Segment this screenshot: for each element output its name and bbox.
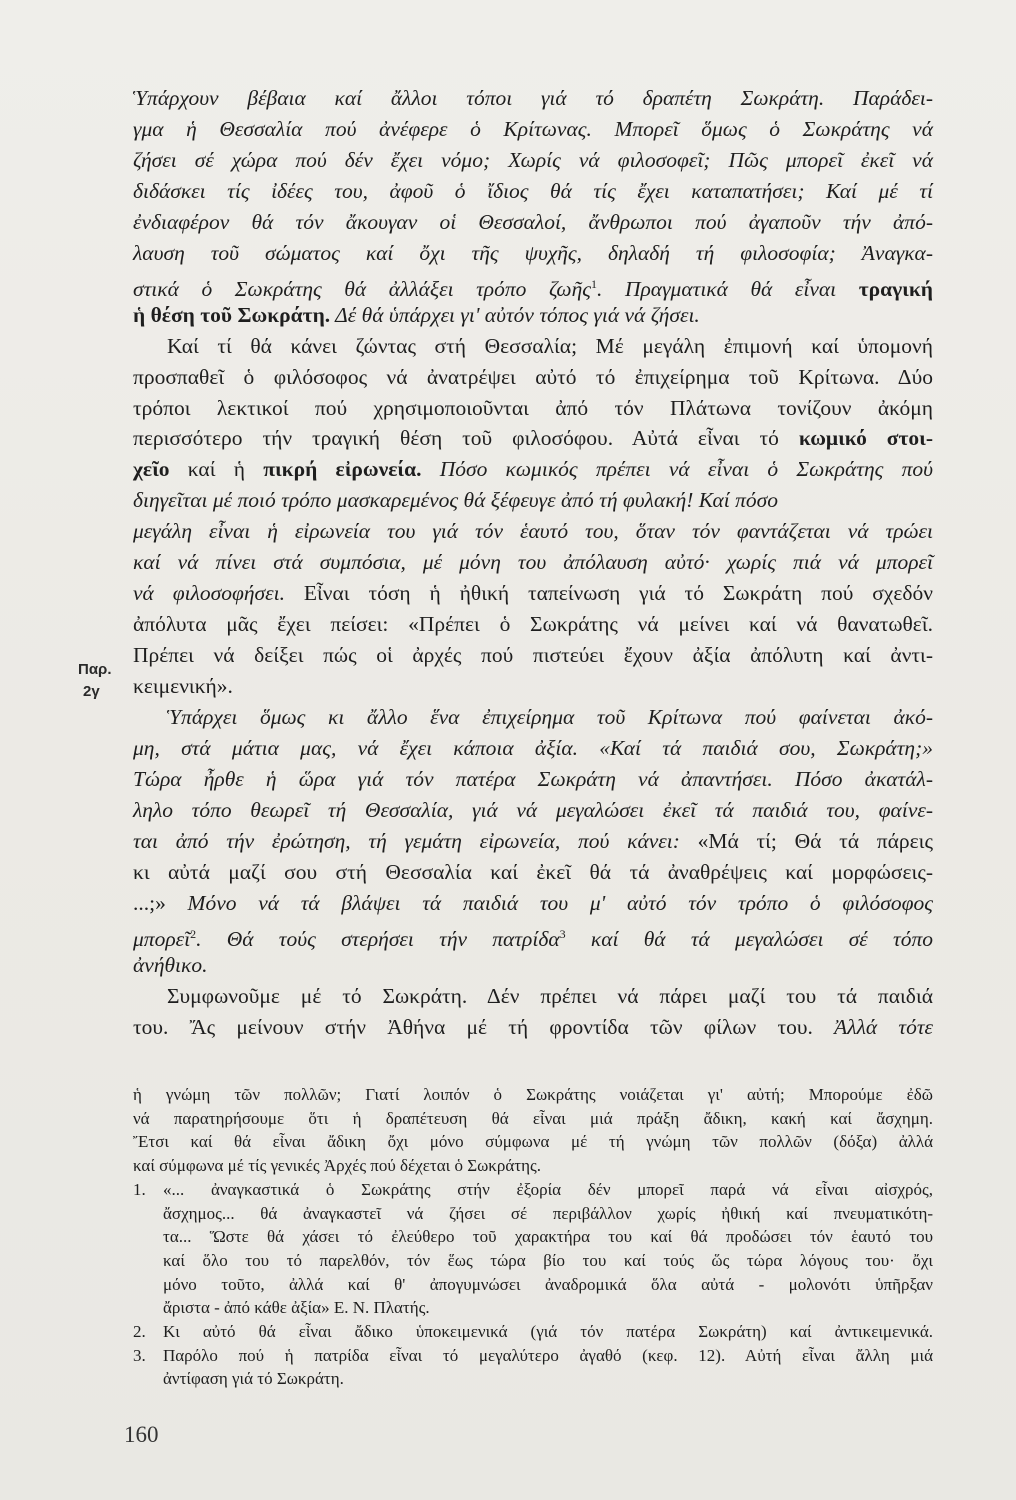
text-segment: Συμφωνοῦμε μέ τό Σωκράτη. Δέν πρέπει νά πάρει μαζί του τά παιδιά (167, 983, 933, 1008)
body-line (133, 176, 933, 206)
text-segment: καί θά τά μεγαλώσει σέ τόπο (565, 926, 933, 951)
text-segment: περισσότερο τήν τραγική θέση τοῦ φιλοσόφου. Αὐτά εἶναι τό (133, 426, 799, 451)
body-line (133, 547, 933, 577)
footnote-line: Ἔτσι καί θά εἶναι ἄδικη ὄχι μόνο σύμφωνα μέ τή γνώμη τῶν πολλῶν (δόξα) ἀλλά (133, 1132, 933, 1152)
body-line (133, 578, 933, 608)
footnote-line: καί σύμφωνα μέ τίς γενικές Ἀρχές πού δέχεται ὁ Σωκράτης. (133, 1156, 541, 1176)
body-line (133, 795, 933, 825)
text-segment: ται ἀπό τήν ἐρώτηση, τή γεμάτη εἰρωνεία, πού κάνει: (133, 828, 680, 853)
body-line (133, 331, 933, 361)
body-line (133, 83, 933, 113)
text-segment: καί ἡ (169, 457, 264, 482)
footnote-number: 3. (133, 1345, 146, 1365)
text-segment: προσπαθεῖ ὁ φιλόσοφος νά ἀνατρέψει αὐτό τό ἐπιχείρημα τοῦ Κρίτωνα. Δύο (133, 364, 933, 389)
text-segment: ἀπόλυτα μᾶς ἔχει πείσει: «Πρέπει ὁ Σωκράτης νά μείνει καί νά θανατωθεῖ. (133, 612, 933, 637)
text-segment: Καί τί θά κάνει ζώντας στή Θεσσαλία; Μέ μεγάλη ἐπιμονή καί ὑπομονή (167, 333, 933, 358)
footnote-line: ἀντίφαση γιά τό Σωκράτη. (163, 1369, 344, 1389)
text-segment: κωμικό στοι- (798, 426, 933, 451)
body-line (133, 826, 933, 856)
text-segment: κι αὐτά μαζί σου στή Θεσσαλία καί ἐκεῖ θά τά ἀναθρέψεις καί μορφώσεις- (133, 859, 933, 884)
body-line (133, 640, 933, 670)
text-segment: . Πραγματικά θά εἶναι (597, 276, 859, 301)
text-segment: στικά ὁ Σωκράτης θά ἀλλάξει τρόπο ζωῆς (133, 276, 591, 301)
text-segment: μεγάλη εἶναι ἡ εἰρωνεία του γιά τόν ἑαυτό του, ὅταν τόν φαντάζεται νά τρώει (133, 519, 933, 544)
text-segment: ἀνήθικο. (133, 952, 208, 977)
footnote-line: «... ἀναγκαστικά ὁ Σωκράτης στήν ἐξορία δέν μπορεῖ παρά νά εἶναι αἰσχρός, (163, 1179, 933, 1199)
footnote-line: ἡ γνώμη τῶν πολλῶν; Γιατί λοιπόν ὁ Σωκράτης νοιάζεται γι' αὐτή; Μπορούμε ἐδῶ (133, 1085, 933, 1104)
body-line (133, 609, 933, 639)
text-segment: Πρέπει νά δείξει πώς οἱ ἀρχές πού πιστεύει ἔχουν ἀξία ἀπόλυτη καί ἀντι- (133, 643, 933, 668)
text-segment: Μόνο νά τά βλάψει τά παιδιά του μ' αὐτό τόν τρόπο ὁ φιλόσοφος (165, 890, 933, 915)
text-segment: Ὑπάρχουν βέβαια καί ἄλλοι τόποι γιά τό δραπέτη Σωκράτη. Παράδει- (133, 86, 933, 110)
body-line (133, 207, 933, 237)
text-segment: Ὑπάρχει ὅμως κι ἄλλο ἕνα ἐπιχείρημα τοῦ Κρίτωνα πού φαίνεται ἀκό- (167, 705, 933, 729)
text-segment: Ἀλλά τότε (834, 1014, 934, 1039)
text-segment: νά φιλοσοφήσει. (133, 581, 285, 606)
body-line (133, 423, 933, 453)
text-segment: Δέ θά ὑπάρχει γι' αὐτόν τόπος γιά νά ζήσει. (330, 302, 700, 327)
body-line (133, 362, 933, 392)
body-line (133, 981, 933, 1011)
footnote-line: τα... Ὥστε θά χάσει τό ἐλεύθερο τοῦ χαρακτήρα του καί θά προδώσει τόν ἑαυτό του (163, 1227, 933, 1247)
text-segment: του. Ἄς μείνουν στήν Ἀθήνα μέ τή φροντίδα τῶν φίλων του. (133, 1014, 835, 1039)
text-segment: ...;» (133, 890, 166, 915)
text-segment: Τώρα ἦρθε ἡ ὥρα γιά τόν πατέρα Σωκράτη νά ἀπαντήσει. Πόσο ἀκατάλ- (133, 766, 933, 791)
body-line (133, 1012, 933, 1042)
text-segment: τρόποι λεκτικοί πού χρησιμοποιοῦνται ἀπό τόν Πλάτωνα τονίζουν ἀκόμη (133, 395, 933, 420)
text-segment: τραγική (858, 276, 933, 301)
text-segment: ληλο τόπο θεωρεῖ τή Θεσσαλία, γιά νά μεγαλώσει ἐκεῖ τά παιδιά του, φαίνε- (133, 797, 933, 822)
body-line (133, 671, 933, 701)
footnote-line: μόνο τοῦτο, ἀλλά καί θ' ἀπογυμνώσει ἀναδρομικά ὅλα αὐτά - μολονότι ὑπῆρξαν (163, 1274, 933, 1294)
body-line (133, 145, 933, 175)
page-number: 160 (124, 1422, 159, 1447)
footnote-number: 2. (133, 1322, 146, 1341)
text-segment: Πόσο κωμικός πρέπει νά εἶναι ὁ Σωκράτης πού (421, 457, 933, 482)
footnote-number: 1. (133, 1179, 146, 1199)
text-segment: λαυση τοῦ σώματος καί ὄχι τῆς ψυχῆς, δηλαδή τή φιλοσοφία; Ἀναγκα- (133, 240, 933, 265)
text-segment: ἡ θέση τοῦ Σωκράτη. (133, 302, 331, 327)
text-segment: ζήσει σέ χώρα πού δέν ἔχει νόμο; Χωρίς νά φιλοσοφεῖ; Πῶς μπορεῖ ἐκεῖ νά (133, 147, 933, 172)
body-line (133, 950, 933, 980)
footnote-line: Παρόλο πού ἡ πατρίδα εἶναι τό μεγαλύτερο ἀγαθό (κεφ. 12). Αὐτή εἶναι ἄλλη μιά (163, 1345, 933, 1365)
text-segment: χεῖο (133, 457, 170, 482)
body-line (133, 238, 933, 268)
footnote-marker: 3 (559, 926, 566, 941)
body-line (133, 300, 933, 330)
footnote-line: καί ὅλο του τό παρελθόν, τόν ἕως τώρα βίο του καί τούς ὥς τώρα λόγους του· ὄχι (163, 1250, 933, 1270)
text-segment: καί νά πίνει στά συμπόσια, μέ μόνη του ἀπόλαυση αὐτό· χωρίς πιά νά μπορεῖ (133, 550, 933, 575)
body-line (133, 269, 933, 304)
footnote-marker: 2 (190, 926, 197, 941)
footnote-line: ἄσχημος... θά ἀναγκαστεῖ νά ζήσει σέ περιβάλλον χωρίς ἠθική καί πνευματικότη- (163, 1203, 933, 1223)
text-segment: ἐνδιαφέρον θά τόν ἄκουγαν οἱ Θεσσαλοί, ἄνθρωποι πού ἀγαποῦν τήν ἀπό- (133, 209, 933, 234)
footnote-line: νά παρατηρήσουμε ὅτι ἡ δραπέτευση θά εἶναι μιά πράξη ἄδικη, κακή καί ἄσχημη. (133, 1108, 933, 1128)
text-segment: διηγεῖται μέ ποιό τρόπο μασκαρεμένος θά ξέφευγε ἀπό τή φυλακή! Καί πόσο (133, 488, 779, 513)
text-segment: . Θά τούς στερήσει τήν πατρίδα (196, 926, 560, 951)
text-segment: γμα ἡ Θεσσαλία πού ἀνέφερε ὁ Κρίτωνας. Μπορεῖ ὅμως ὁ Σωκράτης νά (133, 116, 933, 141)
body-line (133, 702, 933, 732)
body-line (133, 516, 933, 546)
text-segment: Εἶναι τόση ἡ ἠθική ταπείνωση γιά τό Σωκράτη πού σχεδόν (284, 581, 933, 606)
text-segment: πικρή εἰρωνεία. (263, 457, 422, 482)
body-line (133, 857, 933, 887)
margin-note-ref: 2γ (83, 683, 100, 700)
margin-note-label: Παρ. (78, 661, 112, 678)
footnote-marker: 1 (591, 276, 597, 291)
text-segment: κειμενική». (133, 674, 233, 699)
body-line (133, 485, 933, 515)
text-segment: μπορεῖ (133, 926, 191, 951)
body-line (133, 888, 933, 918)
body-line (133, 764, 933, 794)
body-line (133, 919, 933, 954)
text-segment: μη, στά μάτια μας, νά ἔχει κάποια ἀξία. «Καί τά παιδιά σου, Σωκράτη;» (133, 735, 933, 760)
footnote-line: Κι αὐτό θά εἶναι ἄδικο ὑποκειμενικά (γιά τόν πατέρα Σωκράτη) καί ἀντικειμενικά. (163, 1322, 933, 1341)
footnote-line: ἄριστα - ἀπό κάθε ἀξία» Ε. Ν. Πλατής. (163, 1298, 430, 1318)
body-line (133, 393, 933, 423)
body-line (133, 114, 933, 144)
text-segment: διδάσκει τίς ἰδέες του, ἀφοῦ ὁ ἴδιος θά τίς ἔχει καταπατήσει; Καί μέ τί (133, 178, 933, 203)
text-segment: «Μά τί; Θά τά πάρεις (679, 828, 933, 853)
body-line (133, 733, 933, 763)
body-line (133, 454, 933, 484)
